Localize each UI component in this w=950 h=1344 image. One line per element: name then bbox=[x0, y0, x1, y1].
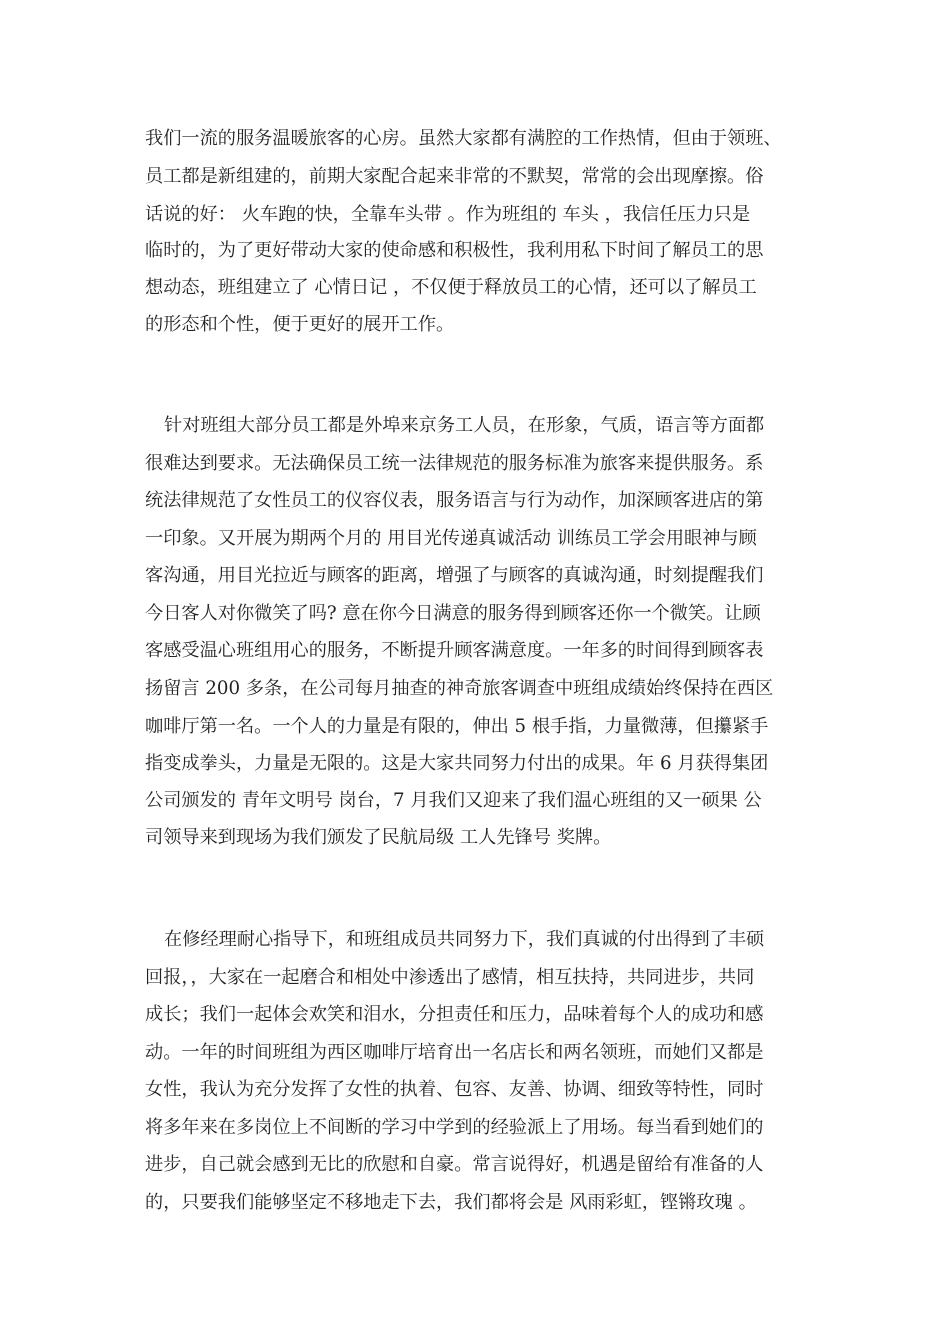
text-line: 女性，我认为充分发挥了女性的执着、包容、友善、协调、细致等特性，同时 bbox=[145, 1079, 764, 1100]
text-line: 统法律规范了女性员工的仪容仪表，服务语言与行为动作，加深顾客进店的第 bbox=[145, 490, 764, 511]
text-line: 很难达到要求。无法确保员工统一法律规范的服务标准为旅客来提供服务。系 bbox=[145, 453, 764, 474]
text-line: 将多年来在多岗位上不间断的学习中学到的经验派上了用场。每当看到她们的 bbox=[145, 1117, 764, 1138]
text-line: 临时的，为了更好带动大家的使命感和积极性，我利用私下时间了解员工的思 bbox=[145, 240, 764, 261]
text-line: 话说的好： 火车跑的快，全靠车头带 。作为班组的 车头 ，我信任压力只是 bbox=[145, 204, 751, 225]
text-line: 客沟通，用目光拉近与顾客的距离，增强了与顾客的真诚沟通，时刻提醒我们 bbox=[145, 565, 764, 586]
text-line: 扬留言 200 多条，在公司每月抽查的神奇旅客调查中班组成绩始终保持在西区 bbox=[145, 678, 774, 699]
text-line: 针对班组大部分员工都是外埠来京务工人员，在形象，气质，语言等方面都 bbox=[164, 415, 765, 436]
text-line: 成长；我们一起体会欢笑和泪水，分担责任和压力，品味着每个人的成功和感 bbox=[145, 1004, 764, 1025]
text-line: 在修经理耐心指导下，和班组成员共同努力下，我们真诚的付出得到了丰硕 bbox=[164, 929, 765, 950]
text-line: 公司颁发的 青年文明号 岗台，7 月我们又迎来了我们温心班组的又一硕果 公 bbox=[145, 790, 762, 811]
text-line: 员工都是新组建的，前期大家配合起来非常的不默契，常常的会出现摩擦。俗 bbox=[145, 166, 764, 187]
text-line: 今日客人对你微笑了吗? 意在你今日满意的服务得到顾客还你一个微笑。让顾 bbox=[145, 603, 761, 624]
text-line: 司领导来到现场为我们颁发了民航局级 工人先锋号 奖牌。 bbox=[145, 827, 612, 848]
text-line: 的，只要我们能够坚定不移地走下去，我们都将会是 风雨彩虹，铿锵玫瑰 。 bbox=[145, 1192, 757, 1213]
text-line: 一印象。又开展为期两个月的 用目光传递真诚活动 训练员工学会用眼神与顾 bbox=[145, 528, 757, 549]
text-line: 回报，，大家在一起磨合和相处中渗透出了感情，相互扶持，共同进步，共同 bbox=[145, 967, 755, 988]
text-line: 的形态和个性，便于更好的展开工作。 bbox=[145, 314, 455, 335]
text-line: 进步，自己就会感到无比的欣慰和自豪。常言说得好，机遇是留给有准备的人 bbox=[145, 1154, 764, 1175]
text-line: 客感受温心班组用心的服务，不断提升顾客满意度。一年多的时间得到顾客表 bbox=[145, 640, 764, 661]
text-line: 指变成拳头，力量是无限的。这是大家共同努力付出的成果。年 6 月获得集团 bbox=[145, 753, 769, 774]
text-line: 我们一流的服务温暖旅客的心房。虽然大家都有满腔的工作热情，但由于领班、 bbox=[145, 128, 782, 149]
text-line: 动。一年的时间班组为西区咖啡厅培育出一名店长和两名领班，而她们又都是 bbox=[145, 1042, 764, 1063]
text-line: 想动态，班组建立了 心情日记 ，不仅便于释放员工的心情，还可以了解员工 bbox=[145, 277, 757, 298]
text-line: 咖啡厅第一名。一个人的力量是有限的，伸出 5 根手指，力量微薄，但攥紧手 bbox=[145, 716, 769, 737]
